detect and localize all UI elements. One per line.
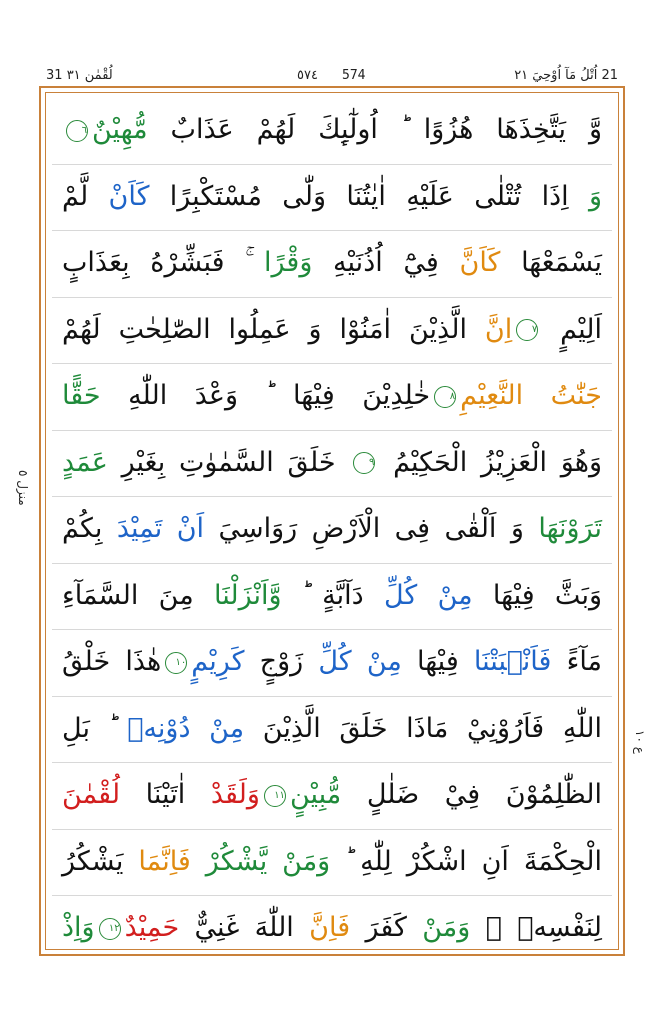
ayah-number-marker: ٧ [516,319,538,341]
text-segment: كَاَنَّ [459,247,501,278]
text-segment: خٰلِدِيْنَ فِيْهَا ؕ وَعْدَ اللّٰهِ [100,380,431,411]
text-segment: مِنْ كُلِّ [383,579,473,611]
text-segment: الَّذِيْنَ اٰمَنُوْا وَ عَمِلُوا الصّٰلِحٰتِ لَهُمْ [62,313,485,345]
text-segment: الظّٰلِمُوْنَ فِيْ ضَلٰلٍ [341,779,603,810]
text-line [52,297,612,365]
text-line [52,496,612,564]
text-segment: جَنّٰتُ النَّعِيْمِ [460,380,602,411]
text-segment: حَمِيْدٌ [124,912,180,943]
text-segment: اِنَّ [484,313,513,345]
text-line [52,696,612,764]
text-segment: فَاِنَّمَا [138,845,206,877]
text-segment: بِكُمْ [62,513,117,544]
text-segment: كَرِيْمٍ [191,646,245,677]
page-number-urdu: ٥٧٤ [297,68,318,83]
text-segment: مِنَ السَّمَآءِ [62,579,214,611]
text-segment: فَاَنْۢبَتْنَا [473,646,552,677]
text-segment: اٰتَيْنَا [120,779,211,810]
ayah-number-marker: ٦ [66,120,88,142]
text-area [45,92,619,950]
text-segment: وَاِذْ [62,912,95,943]
text-segment: اَنْ تَمِيْدَ [116,513,205,544]
text-line [52,164,612,232]
text-segment: وَ [588,180,603,212]
text-segment: حَقًّا [62,380,101,411]
text-line [52,363,612,431]
text-segment: فِيْهَا [401,646,474,677]
ayah-number-marker: ١١ [264,785,286,807]
text-segment: اللّٰهَ غَنِيٌّ [179,912,310,943]
ayah-number-marker: ١٠ [165,652,187,674]
text-segment: تَرَوْنَهَا [538,513,602,544]
text-segment: لُقْمٰنَ [62,779,121,810]
text-segment: مِنْ كُلِّ [318,646,402,677]
text-segment: خَلَقَ السَّمٰوٰتِ بِغَيْرِ [107,446,350,478]
text-segment: هٰذَا خَلْقُ [62,646,162,677]
text-segment: فَاِنَّ [309,912,351,943]
text-line [52,762,612,830]
text-line [52,97,612,165]
text-segment: وَقْرًا [264,247,313,278]
ruku-marker: ع ١٠ [633,730,647,754]
text-segment: يَسْمَعْهَا [500,247,602,278]
ayah-number-marker: ٨ [434,386,456,408]
page-header [42,66,622,88]
page-number: 574 [342,68,366,83]
text-segment: لَّمْ [62,180,109,212]
surah-name-left: 31 لُقْمٰن ٣١ [46,68,113,83]
text-segment: وَّاَنْزَلْنَا [213,579,282,611]
text-line [52,230,612,298]
text-segment: الْحِكْمَةَ اَنِ اشْكُرْ لِلّٰهِ ؕ [330,845,603,877]
text-line [52,430,612,498]
ayah-number-marker: ٩ [353,452,375,474]
text-segment: اَلِيْمٍ [542,313,602,345]
text-segment: وَ اَلْقٰى فِى الْاَرْضِ رَوَاسِيَ [204,513,539,544]
text-segment: وَبَثَّ فِيْهَا [472,579,602,611]
text-segment: مُّبِيْنٍ [289,779,342,810]
text-segment: كَفَرَ [350,912,423,943]
juz-name-right: 21 اُتْلُ مَآ اُوْحِيَ ٢١ [514,68,618,83]
text-segment: فِيْٓ اُذُنَيْهِ [312,247,460,278]
text-segment: وَمَنْ [422,912,471,943]
text-segment: وَمَنْ يَّشْكُرْ [205,845,331,877]
text-segment: مِنْ دُوْنِهٖ [127,712,245,744]
text-segment: ۚ فَبَشِّرْهُ بِعَذَابٍ [62,247,265,278]
page-frame [39,86,625,956]
text-line [52,829,612,897]
text-segment: وَهُوَ الْعَزِيْزُ الْحَكِيْمُ [379,446,602,478]
text-line [52,629,612,697]
text-segment: زَوْجٍ [244,646,319,677]
text-line [52,563,612,631]
text-segment: ؕ بَلِ [62,712,128,744]
text-segment: مَآءً [551,646,603,677]
text-segment: يَشْكُرُ [62,845,139,877]
text-line [52,895,612,962]
text-segment: دَآبَّةٍ ؕ [281,579,384,611]
text-segment: اِذَا تُتْلٰى عَلَيْهِ اٰيٰتُنَا وَلّٰى مُسْتَكْبِرًا [149,180,589,212]
text-segment: مُّهِيْنٌ [92,114,148,145]
text-segment: اللّٰهِ فَاَرُوْنِيْ مَاذَا خَلَقَ الَّذِيْنَ [244,712,602,744]
text-segment: كَاَنْ [108,180,150,212]
text-segment: عَمَدٍ [62,446,108,478]
text-segment: وَّ يَتَّخِذَهَا هُزُوًا ؕ اُولٰٓىِٕكَ لَهُمْ عَذَابٌ [147,114,602,145]
ayah-number-marker: ١٢ [99,918,121,940]
text-segment: لِنَفْسِهٖ ۚ [470,912,602,943]
text-segment: وَلَقَدْ [210,779,260,810]
manzil-marker: منزل ٥ [16,470,30,506]
